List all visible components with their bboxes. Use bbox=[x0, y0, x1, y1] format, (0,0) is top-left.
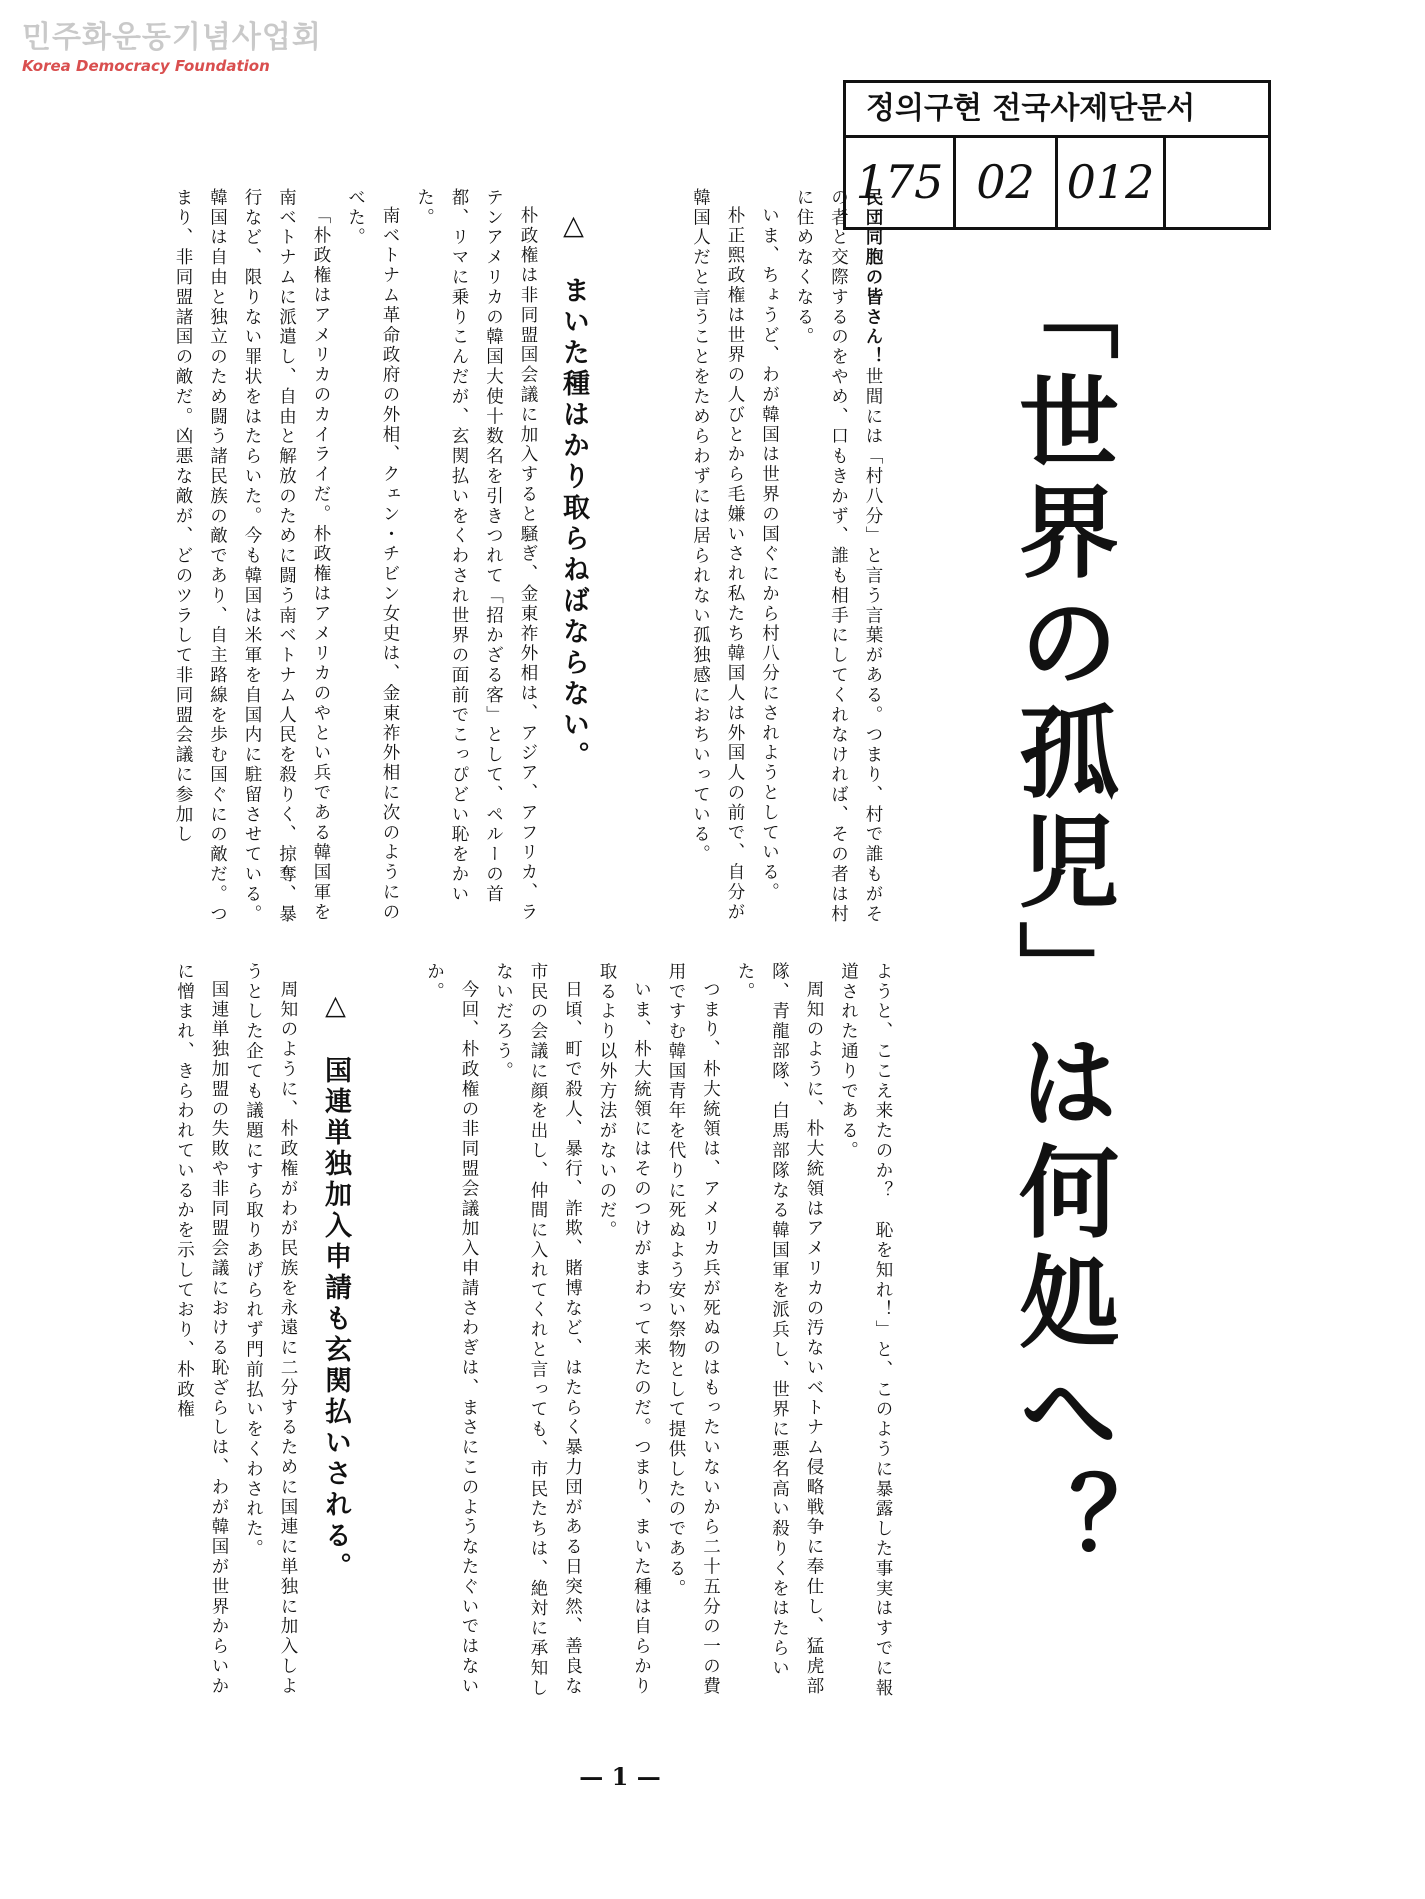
paragraph: いま、ちょうど、わが韓国は世界の国ぐにから村八分にされようとしている。 bbox=[759, 205, 780, 902]
paragraph: いま、朴大統領にはそのつけがまわって来たのだ。つまり、まいた種は自らかり取るより以外方法がないのだ。 bbox=[597, 962, 652, 1696]
upper-column-body bbox=[115, 188, 545, 928]
paragraph: ようと、ここえ来たのか？ 恥を知れ！」と、このように暴露した事実はすでに報道された通りである。 bbox=[838, 962, 893, 1699]
watermark-korean: 민주화운동기념사업회 bbox=[22, 20, 322, 55]
paragraph: 今回、朴政権の非同盟会議加入申請さわぎは、まさにこのようなたぐいではないか。 bbox=[424, 962, 479, 1696]
paragraph: 国連単独加盟の失敗や非同盟会議における恥ざらしは、わが韓国が世界からいかに憎まれ、きらわれているかを示しており、朴政権 bbox=[174, 962, 229, 1696]
paragraph: 南ベトナム革命政府の外相、クェン・チビン女史は、金東祚外相に次のようにのべた。 bbox=[345, 188, 400, 922]
paragraph: 朴正煕政権は世界の人びとから毛嫌いされ私たち韓国人は外国人の前で、自分が韓国人だと言うことをためらわずには居られない孤独感におちいっている。 bbox=[690, 188, 745, 922]
paragraph: つまり、朴大統領は、アメリカ兵が死ぬのはもったいないから二十五分の一の費用ですむ韓国青年を代りに死ぬよう安い祭物として提供したのである。 bbox=[666, 962, 721, 1696]
paragraph: 日頃、町で殺人、暴行、詐欺、賭博など、はたらく暴力団がある日突然、善良な市民の会議に顔を出し、仲間に入れてくれと言っても、市民たちは、絶対に承知しないだろう。 bbox=[493, 962, 583, 1699]
lower-column-body bbox=[115, 962, 305, 1702]
paragraph: 「朴政権はアメリカのカイライだ。朴政権はアメリカのやとい兵である韓国軍を南ベトナムに派遣し、自由と解放のために闘う南ベトナム人民を殺りく、掠奪、暴行など、限りない罪状をはたらいた。今も韓国は米軍を自国内に駐留させている。韓国は自由と独立のため闘う諸民族の敵であり、自主路線を歩む国ぐにの敵だ。つまり、非同盟諸国の敵だ。凶悪な敵が、どのツラして非同盟会議に参加し bbox=[173, 188, 331, 925]
section-heading-seeds: △ まいた種はかり取らねばならない。 bbox=[558, 210, 589, 772]
section-heading-un: △ 国連単独加入申請も玄関払いされる。 bbox=[320, 990, 351, 1583]
watermark-english: Korea Democracy Foundation bbox=[22, 57, 270, 75]
stamp-cell-item: 012 bbox=[1058, 135, 1166, 230]
upper-column-lead bbox=[620, 188, 890, 928]
paragraph: 周知のように、朴政権がわが民族を永遠に二分するために国連に単独に加入しようとした企ても議題にすら取りあげられず門前払いをくわされた。 bbox=[243, 962, 298, 1696]
stamp-header: 정의구현 전국사제단문서 bbox=[846, 83, 1268, 138]
archive-stamp bbox=[843, 80, 1271, 230]
page-number: — 1 — bbox=[579, 1762, 661, 1791]
paragraph: 世間には「村八分」と言う言葉がある。つまり、村で誰もがその者と交際するのをやめ、口もきかず、誰も相手にしてくれなければ、その者は村に住めなくなる。 bbox=[794, 188, 883, 925]
stamp-cell-volume: 02 bbox=[956, 135, 1058, 230]
paragraph: 周知のように、朴大統領はアメリカの汚ないベトナム侵略戦争に奉仕し、猛虎部隊、青龍部隊、白馬部隊なる韓国軍を派兵し、世界に悪名高い殺りくをはたらいた。 bbox=[735, 962, 824, 1696]
page-title: 「世界の孤児」は何処へ？ bbox=[1002, 260, 1119, 1580]
stamp-cell-series: 175 bbox=[846, 135, 956, 230]
paragraph: 朴政権は非同盟国会議に加入すると騒ぎ、金東祚外相は、アジア、アフリカ、ラテンアメリカの韓国大使十数名を引きつれて「招かざる客」として、ペルーの首都、リマに乗りこんだが、玄関払いをくわされ世界の面前でこっぴどい恥をかいた。 bbox=[414, 188, 538, 922]
lead-salutation: 民団同胞の皆さん！ bbox=[863, 188, 883, 368]
foundation-watermark bbox=[22, 20, 322, 76]
lower-column-lead bbox=[380, 962, 900, 1702]
